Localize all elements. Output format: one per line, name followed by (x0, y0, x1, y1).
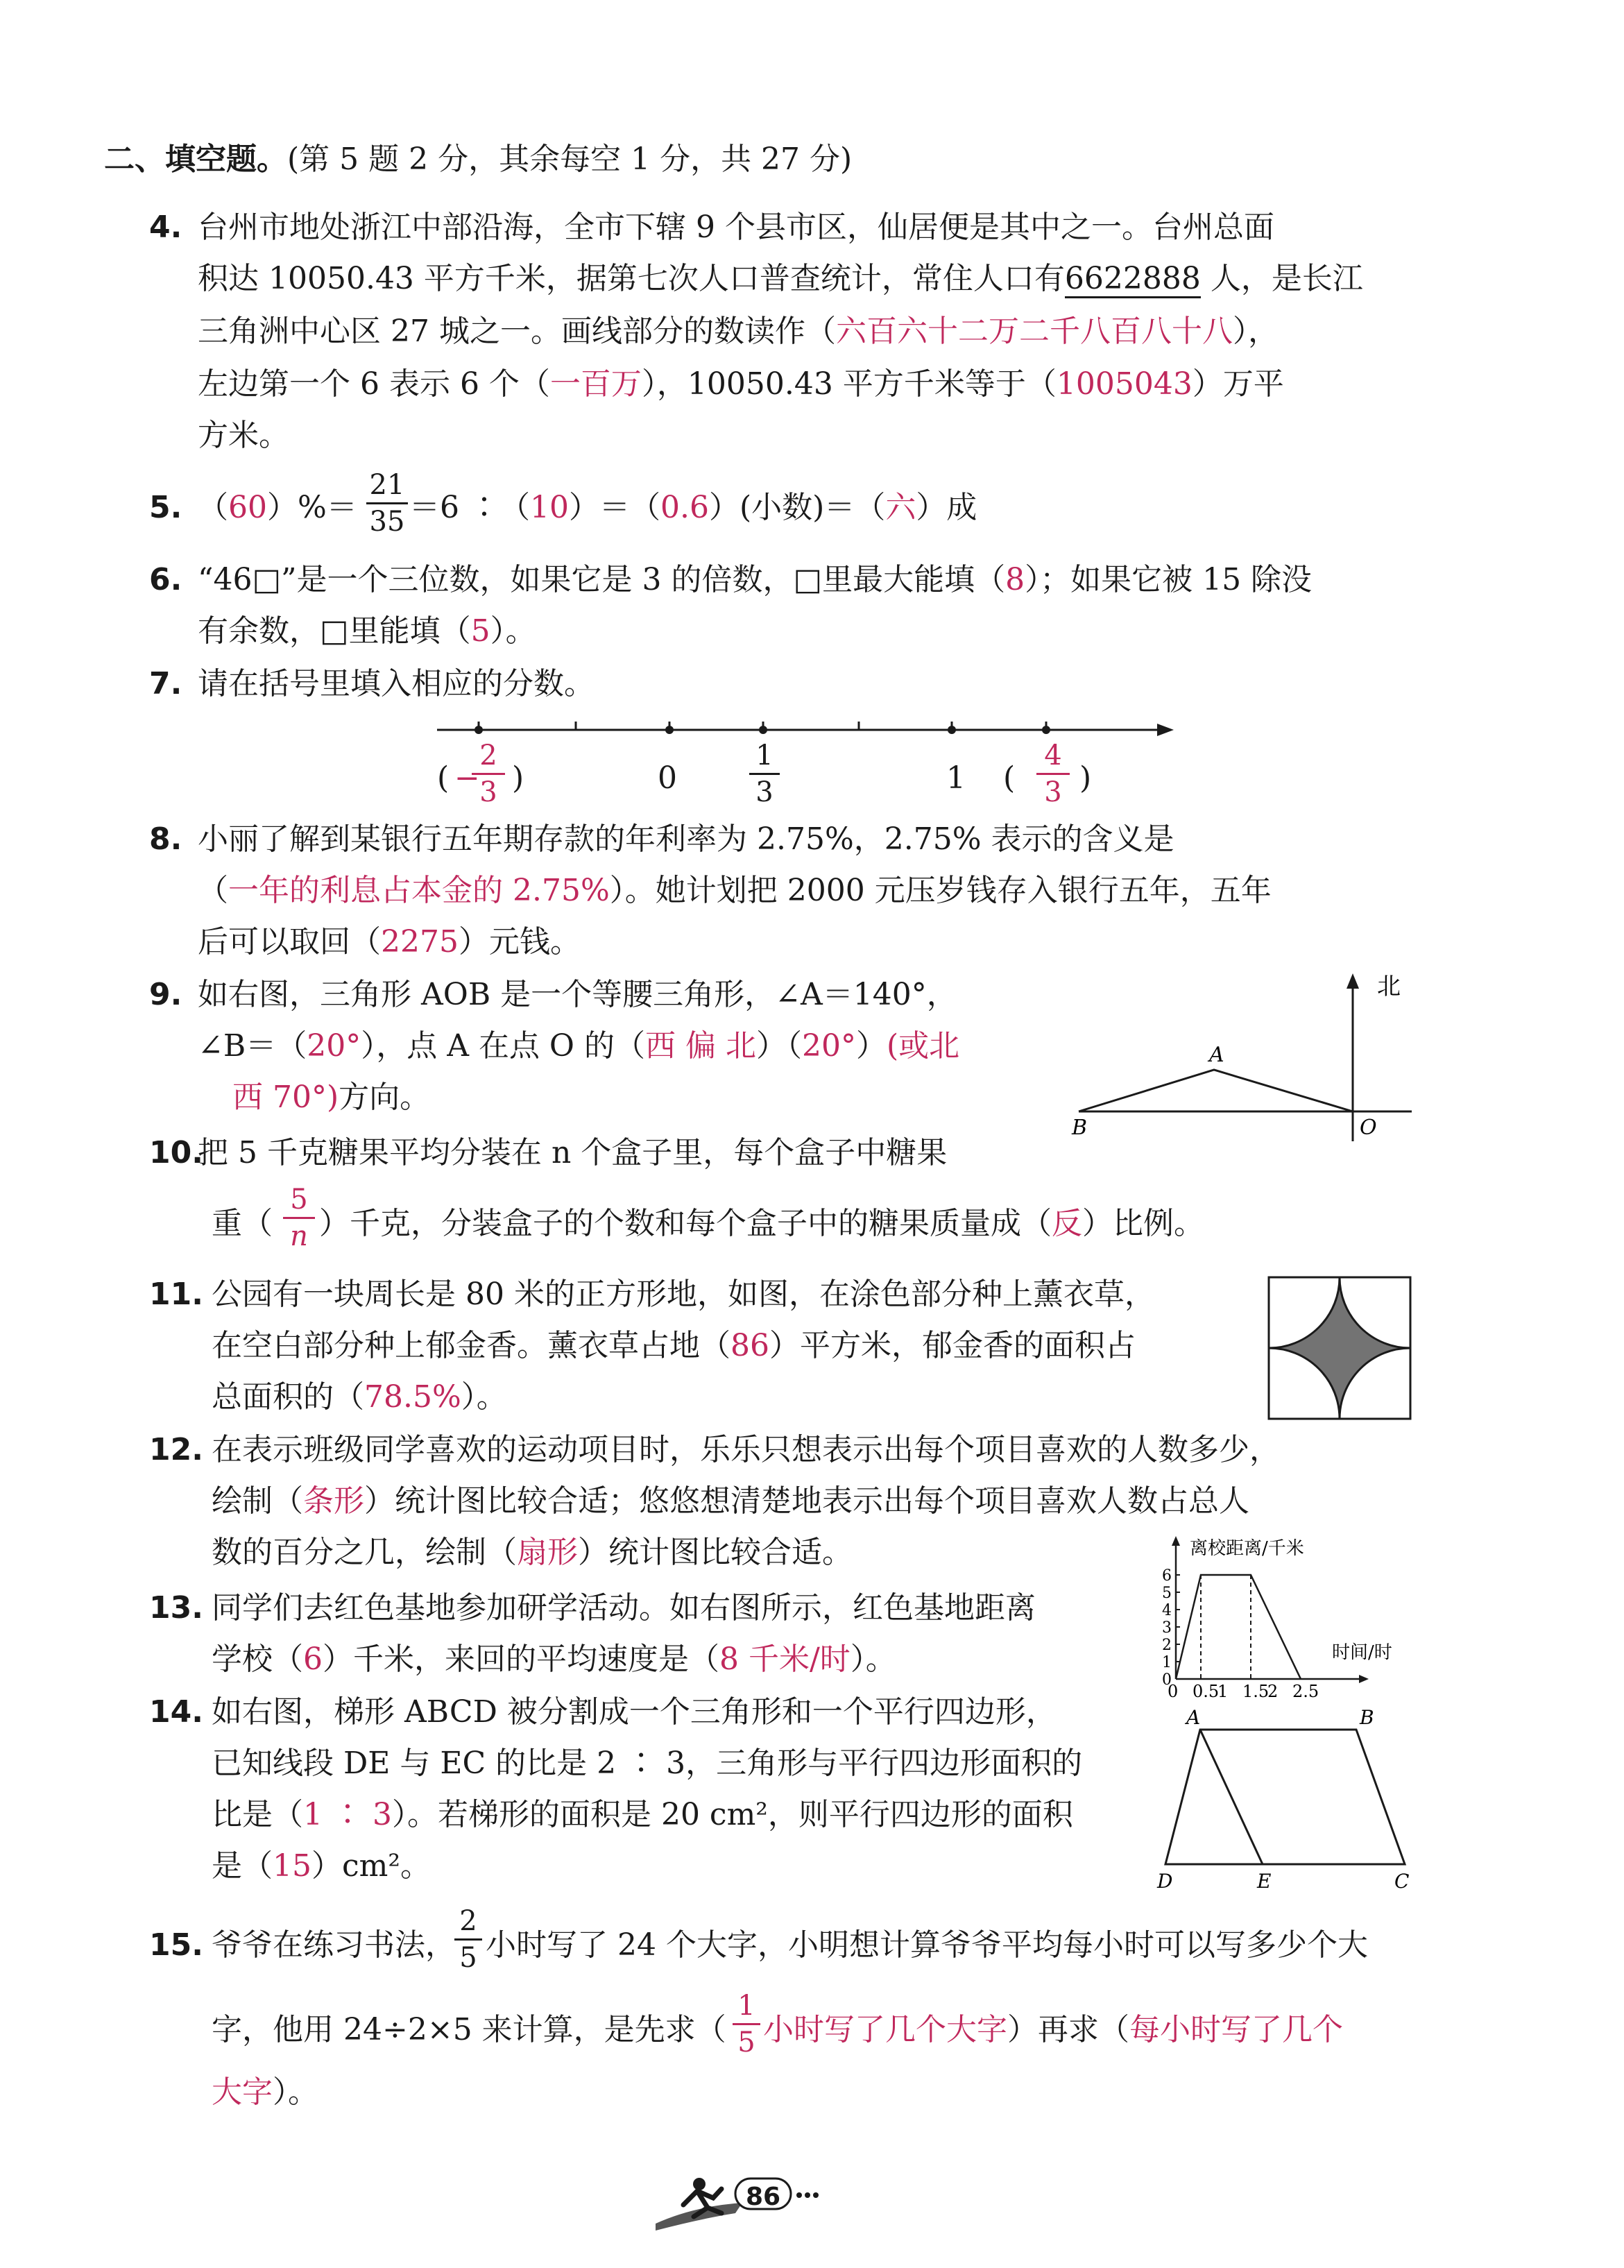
q14-line2: 已知线段 DE 与 EC 的比是 2 ∶ 3，三角形与平行四边形面积的 (212, 1746, 1083, 1781)
q13-answer-1: 6 (303, 1642, 323, 1677)
q5-number: 5. (149, 490, 182, 525)
q13-line2: 学校（6）千米，来回的平均速度是（8 千米/时）。 (212, 1642, 896, 1677)
q11-answer-1: 86 (730, 1328, 769, 1363)
q15-answer-2: 每小时写了几个 (1129, 2012, 1343, 2047)
chart-y-tick-label: 5 (1162, 1585, 1172, 1602)
chart-x-tick-label: 1.5 (1242, 1682, 1270, 1700)
q9-line2: ∠B＝（20°），点 A 在点 O 的（西 偏 北）（20°）(或北 (198, 1028, 960, 1064)
chart-x-tick-label: 0.5 (1193, 1682, 1220, 1700)
chart-x-axis-label: 时间/时 (1332, 1642, 1392, 1663)
section-header (104, 139, 852, 180)
q7-paren-right-open: ( (1003, 760, 1016, 796)
q8-answer-2: 2275 (381, 924, 459, 960)
q9-line1: 如右图，三角形 AOB 是一个等腰三角形，∠A＝140°， (198, 977, 957, 1012)
q15-answer-1: 小时写了几个大字 (763, 2012, 1007, 2047)
q7-zero-label: 0 (658, 760, 677, 796)
q12-answer-2: 扇形 (517, 1535, 578, 1570)
q15-number: 15. (149, 1927, 203, 1963)
q15-line2-end: 小时写了几个大字）再求（每小时写了几个 (763, 2012, 1343, 2047)
q6-answer-1: 8 (1005, 562, 1025, 597)
trapezoid-e-label: E (1257, 1870, 1272, 1893)
q11-square-figure (1267, 1275, 1412, 1421)
q7-answer-right-fraction: 4 3 (1036, 740, 1070, 808)
q11-line1: 公园有一块周长是 80 米的正方形地，如图，在涂色部分种上薰衣草， (212, 1277, 1155, 1312)
q4-answer-1: 六百六十二万二千八百八十八 (835, 314, 1233, 349)
q10-line2-start: 重（ (212, 1206, 273, 1241)
q6-line2: 有余数，□里能填（5）。 (198, 613, 536, 649)
q9-answer-3: 20° (801, 1028, 856, 1064)
point-a-label: A (1209, 1043, 1224, 1067)
q14-answer-2: 15 (273, 1848, 311, 1884)
q11-number: 11. (149, 1277, 203, 1312)
chart-x-tick-label: 2.5 (1292, 1682, 1319, 1700)
q7-third-label: 1 3 (749, 740, 780, 808)
q12-answer-1: 条形 (303, 1483, 364, 1519)
q11-line2: 在空白部分种上郁金香。薰衣草占地（86）平方米，郁金香的面积占 (212, 1328, 1136, 1363)
chart-origin-label: 0 (1162, 1671, 1172, 1689)
q15-answer-2-cont: 大字 (212, 2074, 273, 2110)
q7-one-label: 1 (946, 760, 966, 796)
q4-line5: 方米。 (198, 418, 289, 453)
q5-answer-4: 六 (885, 490, 916, 525)
q14-trapezoid-figure (1145, 1703, 1422, 1898)
q13-number: 13. (149, 1590, 203, 1626)
q11-answer-2: 78.5% (364, 1379, 461, 1415)
q4-answer-3: 1005043 (1056, 366, 1193, 402)
q7-paren-left-close: ) (512, 760, 524, 796)
q9-answer-4a: (或北 (886, 1028, 960, 1064)
q12-line1: 在表示班级同学喜欢的运动项目时，乐乐只想表示出每个项目喜欢的人数多少， (212, 1432, 1280, 1467)
q15-line3: 大字）。 (212, 2074, 318, 2110)
q4-line1: 台州市地处浙江中部沿海，全市下辖 9 个县市区，仙居便是其中之一。台州总面 (198, 210, 1274, 245)
chart-y-tick-label: 6 (1162, 1567, 1172, 1585)
q14-answer-1: 1 ∶ 3 (303, 1797, 392, 1832)
section-title: 二、填空题。 (104, 142, 287, 177)
q7-paren-left-open: ( (437, 760, 450, 796)
q4-line2: 积达 10050.43 平方千米，据第七次人口普查统计，常住人口有6622888 人，是长江 (198, 258, 1363, 300)
q13-line1: 同学们去红色基地参加研学活动。如右图所示，红色基地距离 (212, 1590, 1036, 1626)
q5-fraction: 21 35 (366, 469, 408, 538)
q5-answer-3: 0.6 (660, 490, 709, 525)
page-number: 86 (745, 2183, 781, 2211)
chart-y-tick-label: 4 (1162, 1602, 1172, 1619)
q10-answer-2: 反 (1052, 1206, 1082, 1241)
q15-answer-fraction: 1 5 (733, 1990, 760, 2058)
q9-answer-4b: 西 70°) (232, 1080, 339, 1115)
q6-line1: “46□”是一个三位数，如果它是 3 的倍数，□里最大能填（8）；如果它被 15 除没 (198, 562, 1313, 597)
q15-fraction: 2 5 (454, 1905, 482, 1974)
q8-line1: 小丽了解到某银行五年期存款的年利率为 2.75%，2.75% 表示的含义是 (198, 821, 1174, 857)
chart-y-tick-label: 3 (1162, 1619, 1172, 1637)
q10-line2-end: ）千克，分装盒子的个数和每个盒子中的糖果质量成（反）比例。 (319, 1206, 1204, 1241)
q7-answer-left-sign: − (454, 760, 480, 796)
q14-number: 14. (149, 1694, 203, 1730)
q12-line3: 数的百分之几，绘制（扇形）统计图比较合适。 (212, 1535, 853, 1570)
q8-line2: （一年的利息占本金的 2.75%）。她计划把 2000 元压岁钱存入银行五年，五年 (198, 873, 1272, 908)
north-label: 北 (1377, 973, 1401, 1000)
q5-part1: （60）%＝ (198, 490, 357, 525)
q14-line3: 比是（1 ∶ 3）。若梯形的面积是 20 cm²，则平行四边形的面积 (212, 1797, 1073, 1832)
q7-answer-left-fraction: 2 3 (472, 740, 505, 808)
q11-line3: 总面积的（78.5%）。 (212, 1379, 507, 1415)
q9-line3: 西 70°)方向。 (232, 1080, 431, 1115)
q9-answer-2: 西 偏 北 (645, 1028, 756, 1064)
q6-answer-2: 5 (470, 613, 490, 649)
q9-triangle-figure (1065, 968, 1426, 1155)
q10-line1: 把 5 千克糖果平均分装在 n 个盒子里，每个盒子中糖果 (198, 1135, 948, 1170)
q15-line1-start: 爷爷在练习书法， (212, 1927, 456, 1963)
q4-number: 4. (149, 210, 182, 245)
q7-paren-right-close: ) (1079, 760, 1092, 796)
q4-line4: 左边第一个 6 表示 6 个（一百万），10050.43 平方千米等于（1005043）万平 (198, 366, 1284, 402)
q10-answer-1: 5 n (283, 1184, 315, 1252)
q8-answer-1: 一年的利息占本金的 2.75% (228, 873, 610, 908)
q9-answer-1: 20° (307, 1028, 361, 1064)
section-scoring: (第 5 题 2 分，其余每空 1 分，共 27 分) (287, 142, 853, 177)
chart-x-tick-label: 2 (1267, 1682, 1279, 1700)
q12-number: 12. (149, 1432, 203, 1467)
q5-part2: ＝6 ∶（10）＝（0.6）(小数)＝（六）成 (409, 490, 977, 525)
trapezoid-d-label: D (1157, 1870, 1173, 1893)
chart-series-line (1176, 1575, 1301, 1679)
point-b-label: B (1072, 1116, 1088, 1140)
q14-line4: 是（15）cm²。 (212, 1848, 431, 1884)
q7-text: 请在括号里填入相应的分数。 (198, 666, 595, 701)
q8-number: 8. (149, 821, 182, 857)
q9-number: 9. (149, 977, 182, 1012)
point-o-label: O (1360, 1116, 1377, 1140)
chart-x-tick-label: 0 (1168, 1682, 1179, 1700)
trapezoid-b-label: B (1360, 1706, 1374, 1729)
chart-y-tick-label: 2 (1162, 1637, 1172, 1654)
q7-number: 7. (149, 666, 182, 701)
q4-line3: 三角洲中心区 27 城之一。画线部分的数读作（六百六十二万二千八百八十八）， (198, 314, 1279, 349)
underlined-number: 6622888 (1065, 261, 1201, 298)
q10-number: 10. (149, 1135, 203, 1170)
q14-line1: 如右图，梯形 ABCD 被分割成一个三角形和一个平行四边形， (212, 1694, 1057, 1730)
q15-line2-start: 字，他用 24÷2×5 来计算，是先求（ (212, 2012, 726, 2047)
q13-answer-2: 8 千米/时 (719, 1642, 851, 1677)
trapezoid-c-label: C (1394, 1870, 1410, 1893)
q12-line2: 绘制（条形）统计图比较合适；悠悠想清楚地表示出每个项目喜欢人数占总人 (212, 1483, 1249, 1519)
q6-number: 6. (149, 562, 182, 597)
q15-line1-end: 小时写了 24 个大字，小明想计算爷爷平均每小时可以写多少个大 (486, 1927, 1368, 1963)
q5-answer-2: 10 (529, 490, 569, 525)
chart-y-tick-label: 1 (1162, 1654, 1172, 1671)
q4-answer-2: 一百万 (549, 366, 642, 402)
chart-x-tick-label: 1 (1217, 1682, 1229, 1700)
q8-line3: 后可以取回（2275）元钱。 (198, 924, 581, 960)
trapezoid-a-label: A (1186, 1706, 1201, 1729)
q5-answer-1: 60 (228, 490, 267, 525)
distance-time-chart (1155, 1533, 1433, 1700)
chart-y-axis-label: 离校距离/千米 (1190, 1538, 1304, 1559)
